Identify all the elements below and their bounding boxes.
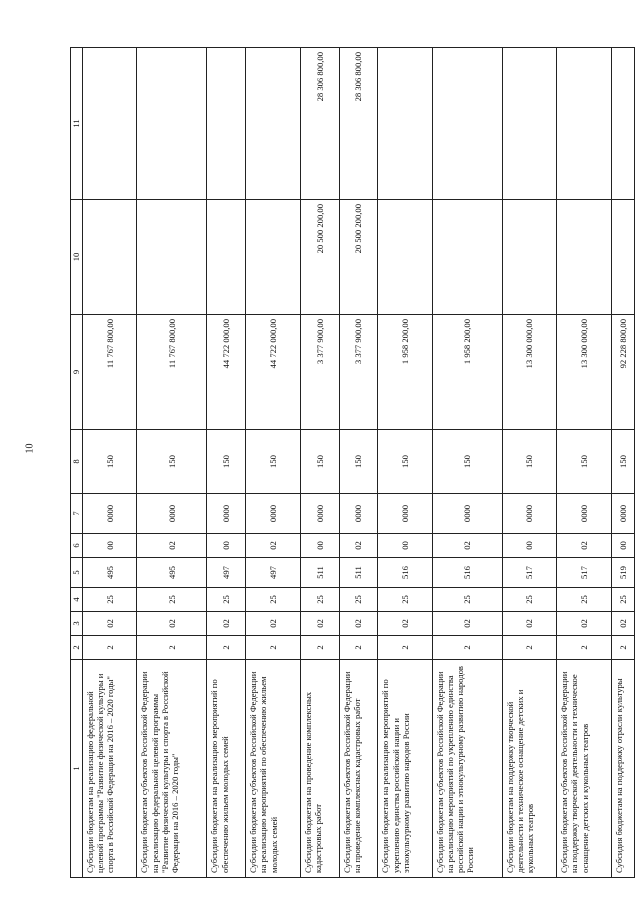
amount-col-11 bbox=[207, 48, 246, 200]
table-row bbox=[83, 48, 137, 878]
description-cell: Субсидии бюджетам на проведение комплексных кадастровых работ bbox=[300, 660, 339, 878]
code-col-7: 0000 bbox=[378, 494, 432, 534]
code-col-3: 02 bbox=[611, 612, 634, 636]
code-col-7: 0000 bbox=[246, 494, 300, 534]
code-col-5: 511 bbox=[339, 558, 378, 588]
table-row bbox=[246, 48, 300, 878]
description-cell: Субсидии бюджетам на поддержку творческой деятельности и техническое оснащение детских и кукольных театров bbox=[502, 660, 556, 878]
page-number: 10 bbox=[24, 443, 36, 454]
column-header-3: 3 bbox=[71, 612, 83, 636]
code-col-5: 511 bbox=[300, 558, 339, 588]
code-col-4: 25 bbox=[137, 588, 207, 612]
code-col-6: 02 bbox=[137, 534, 207, 558]
code-col-2: 2 bbox=[83, 636, 137, 660]
amount-col-9: 11 767 800,00 bbox=[137, 315, 207, 430]
code-col-5: 495 bbox=[137, 558, 207, 588]
code-col-8: 150 bbox=[207, 430, 246, 494]
column-header-11: 11 bbox=[71, 48, 83, 200]
amount-col-9: 92 228 800,00 bbox=[611, 315, 634, 430]
code-col-8: 150 bbox=[557, 430, 611, 494]
amount-col-10 bbox=[83, 200, 137, 315]
column-header-5: 5 bbox=[71, 558, 83, 588]
amount-col-11 bbox=[502, 48, 556, 200]
amount-col-9: 1 958 200,00 bbox=[378, 315, 432, 430]
column-header-6: 6 bbox=[71, 534, 83, 558]
code-col-2: 2 bbox=[432, 636, 502, 660]
description-cell: Субсидии бюджетам субъектов Российской Федерации на проведение комплексных кадастровых работ bbox=[339, 660, 378, 878]
column-header-9: 9 bbox=[71, 315, 83, 430]
amount-col-9: 13 300 000,00 bbox=[557, 315, 611, 430]
code-col-2: 2 bbox=[611, 636, 634, 660]
code-col-4: 25 bbox=[432, 588, 502, 612]
code-col-8: 150 bbox=[611, 430, 634, 494]
amount-col-9: 44 722 000,00 bbox=[246, 315, 300, 430]
amount-col-11 bbox=[557, 48, 611, 200]
code-col-6: 00 bbox=[300, 534, 339, 558]
code-col-2: 2 bbox=[502, 636, 556, 660]
code-col-3: 02 bbox=[502, 612, 556, 636]
budget-table bbox=[70, 47, 635, 878]
code-col-4: 25 bbox=[557, 588, 611, 612]
table-row bbox=[432, 48, 502, 878]
code-col-3: 02 bbox=[137, 612, 207, 636]
amount-col-10 bbox=[432, 200, 502, 315]
description-cell: Субсидии бюджетам на реализацию мероприятий по укреплению единства российской нации и этнокультурному развитию народов России bbox=[378, 660, 432, 878]
code-col-4: 25 bbox=[611, 588, 634, 612]
description-cell: Субсидии бюджетам субъектов Российской Федерации на реализацию мероприятий по обеспечению жильем молодых семей bbox=[246, 660, 300, 878]
code-col-7: 0000 bbox=[137, 494, 207, 534]
table-row bbox=[137, 48, 207, 878]
code-col-8: 150 bbox=[378, 430, 432, 494]
code-col-7: 0000 bbox=[339, 494, 378, 534]
code-col-4: 25 bbox=[300, 588, 339, 612]
code-col-6: 02 bbox=[339, 534, 378, 558]
amount-col-11 bbox=[246, 48, 300, 200]
code-col-3: 02 bbox=[246, 612, 300, 636]
description-cell: Субсидии бюджетам на реализацию федеральной целевой программы "Развитие физической культуры и спорта в Российской Федерации на 2016 – 2020 годы" bbox=[83, 660, 137, 878]
table-row bbox=[207, 48, 246, 878]
code-col-3: 02 bbox=[557, 612, 611, 636]
code-col-5: 517 bbox=[502, 558, 556, 588]
column-header-1: 1 bbox=[71, 660, 83, 878]
column-number-row bbox=[71, 48, 83, 878]
code-col-8: 150 bbox=[432, 430, 502, 494]
code-col-2: 2 bbox=[339, 636, 378, 660]
description-cell: Субсидии бюджетам субъектов Российской Федерации на реализацию мероприятий по укреплению единства российской нации и этнокультурному развитию народов России bbox=[432, 660, 502, 878]
amount-col-10: 20 500 200,00 bbox=[300, 200, 339, 315]
description-cell: Субсидии бюджетам на реализацию мероприятий по обеспечению жильем молодых семей bbox=[207, 660, 246, 878]
column-header-4: 4 bbox=[71, 588, 83, 612]
amount-col-9: 3 377 900,00 bbox=[300, 315, 339, 430]
code-col-8: 150 bbox=[137, 430, 207, 494]
code-col-3: 02 bbox=[207, 612, 246, 636]
code-col-6: 02 bbox=[432, 534, 502, 558]
code-col-4: 25 bbox=[502, 588, 556, 612]
column-header-10: 10 bbox=[71, 200, 83, 315]
code-col-3: 02 bbox=[339, 612, 378, 636]
amount-col-11 bbox=[432, 48, 502, 200]
amount-col-10 bbox=[207, 200, 246, 315]
table-row bbox=[611, 48, 634, 878]
code-col-7: 0000 bbox=[432, 494, 502, 534]
code-col-3: 02 bbox=[432, 612, 502, 636]
code-col-6: 00 bbox=[83, 534, 137, 558]
table-row bbox=[557, 48, 611, 878]
code-col-4: 25 bbox=[339, 588, 378, 612]
amount-col-9: 11 767 800,00 bbox=[83, 315, 137, 430]
code-col-7: 0000 bbox=[611, 494, 634, 534]
code-col-3: 02 bbox=[300, 612, 339, 636]
rotated-table-container bbox=[70, 48, 635, 878]
code-col-5: 516 bbox=[432, 558, 502, 588]
code-col-3: 02 bbox=[83, 612, 137, 636]
description-cell: Субсидии бюджетам субъектов Российской Федерации на поддержку творческой деятельности и техническое оснащение детских и кукольных театров bbox=[557, 660, 611, 878]
code-col-7: 0000 bbox=[502, 494, 556, 534]
amount-col-9: 13 300 000,00 bbox=[502, 315, 556, 430]
code-col-4: 25 bbox=[83, 588, 137, 612]
code-col-2: 2 bbox=[137, 636, 207, 660]
description-cell: Субсидии бюджетам субъектов Российской Федерации на реализацию федеральной целевой программы "Развитие физической культуры и спорта в Российской Федерации на 2016 – 2020 годы" bbox=[137, 660, 207, 878]
code-col-2: 2 bbox=[300, 636, 339, 660]
code-col-7: 0000 bbox=[300, 494, 339, 534]
code-col-6: 00 bbox=[502, 534, 556, 558]
amount-col-9: 44 722 000,00 bbox=[207, 315, 246, 430]
table-row bbox=[378, 48, 432, 878]
code-col-2: 2 bbox=[378, 636, 432, 660]
amount-col-11 bbox=[83, 48, 137, 200]
amount-col-10 bbox=[378, 200, 432, 315]
code-col-2: 2 bbox=[557, 636, 611, 660]
amount-col-11: 28 306 800,00 bbox=[339, 48, 378, 200]
code-col-5: 495 bbox=[83, 558, 137, 588]
column-header-7: 7 bbox=[71, 494, 83, 534]
table-row bbox=[300, 48, 339, 878]
amount-col-10 bbox=[611, 200, 634, 315]
amount-col-11 bbox=[378, 48, 432, 200]
code-col-4: 25 bbox=[378, 588, 432, 612]
amount-col-9: 1 958 200,00 bbox=[432, 315, 502, 430]
code-col-8: 150 bbox=[246, 430, 300, 494]
code-col-4: 25 bbox=[207, 588, 246, 612]
code-col-7: 0000 bbox=[207, 494, 246, 534]
amount-col-10 bbox=[137, 200, 207, 315]
code-col-8: 150 bbox=[83, 430, 137, 494]
amount-col-10 bbox=[246, 200, 300, 315]
code-col-8: 150 bbox=[502, 430, 556, 494]
code-col-6: 02 bbox=[557, 534, 611, 558]
code-col-2: 2 bbox=[246, 636, 300, 660]
amount-col-11 bbox=[611, 48, 634, 200]
code-col-5: 516 bbox=[378, 558, 432, 588]
code-col-6: 00 bbox=[378, 534, 432, 558]
code-col-6: 00 bbox=[611, 534, 634, 558]
code-col-5: 497 bbox=[246, 558, 300, 588]
code-col-6: 00 bbox=[207, 534, 246, 558]
column-header-2: 2 bbox=[71, 636, 83, 660]
code-col-5: 519 bbox=[611, 558, 634, 588]
table-body bbox=[83, 48, 635, 878]
amount-col-9: 3 377 900,00 bbox=[339, 315, 378, 430]
amount-col-10: 20 500 200,00 bbox=[339, 200, 378, 315]
code-col-8: 150 bbox=[339, 430, 378, 494]
code-col-5: 517 bbox=[557, 558, 611, 588]
code-col-4: 25 bbox=[246, 588, 300, 612]
amount-col-11 bbox=[137, 48, 207, 200]
description-cell: Субсидия бюджетам на поддержку отрасли культуры bbox=[611, 660, 634, 878]
code-col-5: 497 bbox=[207, 558, 246, 588]
code-col-2: 2 bbox=[207, 636, 246, 660]
code-col-6: 02 bbox=[246, 534, 300, 558]
column-header-8: 8 bbox=[71, 430, 83, 494]
amount-col-10 bbox=[557, 200, 611, 315]
code-col-7: 0000 bbox=[83, 494, 137, 534]
amount-col-11: 28 306 800,00 bbox=[300, 48, 339, 200]
table-row bbox=[339, 48, 378, 878]
code-col-8: 150 bbox=[300, 430, 339, 494]
code-col-3: 02 bbox=[378, 612, 432, 636]
amount-col-10 bbox=[502, 200, 556, 315]
code-col-7: 0000 bbox=[557, 494, 611, 534]
table-row bbox=[502, 48, 556, 878]
